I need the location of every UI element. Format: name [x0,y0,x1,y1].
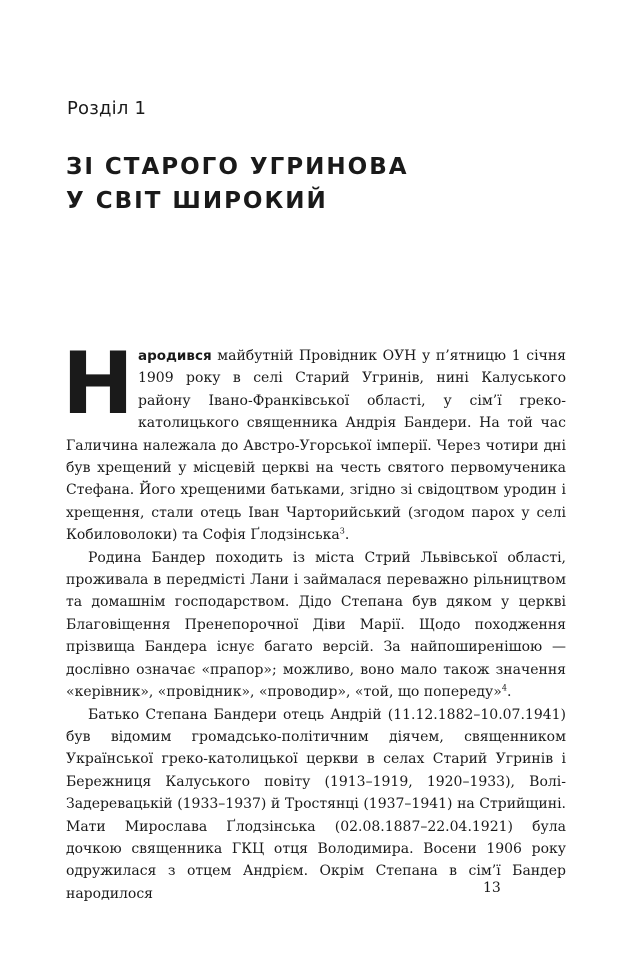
drop-cap: Н [62,334,134,434]
footnote-marker-4: 4 [501,683,507,693]
paragraph-3 [66,704,566,906]
paragraph-2-end: . [506,684,512,701]
paragraph-1-text: майбутній Провідник ОУН у п’ятницю 1 січня 1909 року в селі Старий Угринів, нині Калуського району Івано-Франківської області, у сім’ї греко-католицького священника Андрія Бандери. На той час Галичина належала до Австро-Угорської імперії. Через чотири дні був хрещений у місцевій церкві на честь святого первомученика Стефана. Його хрещеними батьками, згідно зі свідоцтвом уродин і хрещення, стали отець Іван Чарторийський (згодом парох у селі Кобиловолоки) та Софія Ґлодзінська [66,348,566,544]
paragraph-2-text: Родина Бандер походить із міста Стрий Львівської області, проживала в передмісті Лани і займалася переважно рільництвом та домашнім господарством. Дідо Степана був дяком у церкві Благовіщення Пренепорочної Діви Марії. Щодо походження прізвища Бандера існує багато версій. За найпоширенішою — дослівно означає «прапор»; можливо, воно мало також значення «керівник», «провідник», «проводир», «той, що попереду» [66,549,566,701]
paragraph-3-text: Батько Степана Бандери отець Андрій (11.12.1882–10.07.1941) був відомим громадсько-політичним діячем, священником Української греко-католицької церкви в селах Старий Угринів і Бережниця Калуського повіту (1913–1919, 1920–1933), Волі-Задеревацькій (1933–1937) й Тростянці (1937–1941) на Стрийщині. Мати Мирослава Ґлодзінська (02.08.1887–22.04.1921) була дочкою священника ГКЦ отця Володимира. Восени 1906 року одружилася з отцем Андрієм. Окрім Степана в сім’ї Бандер народилося [66,706,566,902]
lead-word: ародився [137,348,212,364]
chapter-title [66,150,409,218]
paragraph-1 [62,334,566,547]
paragraph-2 [66,547,566,704]
chapter-label: Розділ 1 [67,98,147,119]
body-text [62,334,566,905]
footnote-marker-3: 3 [339,526,345,536]
paragraph-1-end: . [344,527,350,544]
chapter-title-line-2: У СВІТ ШИРОКИЙ [66,188,328,214]
chapter-title-line-1: ЗІ СТАРОГО УГРИНОВА [66,154,409,180]
page-number: 13 [483,880,501,896]
